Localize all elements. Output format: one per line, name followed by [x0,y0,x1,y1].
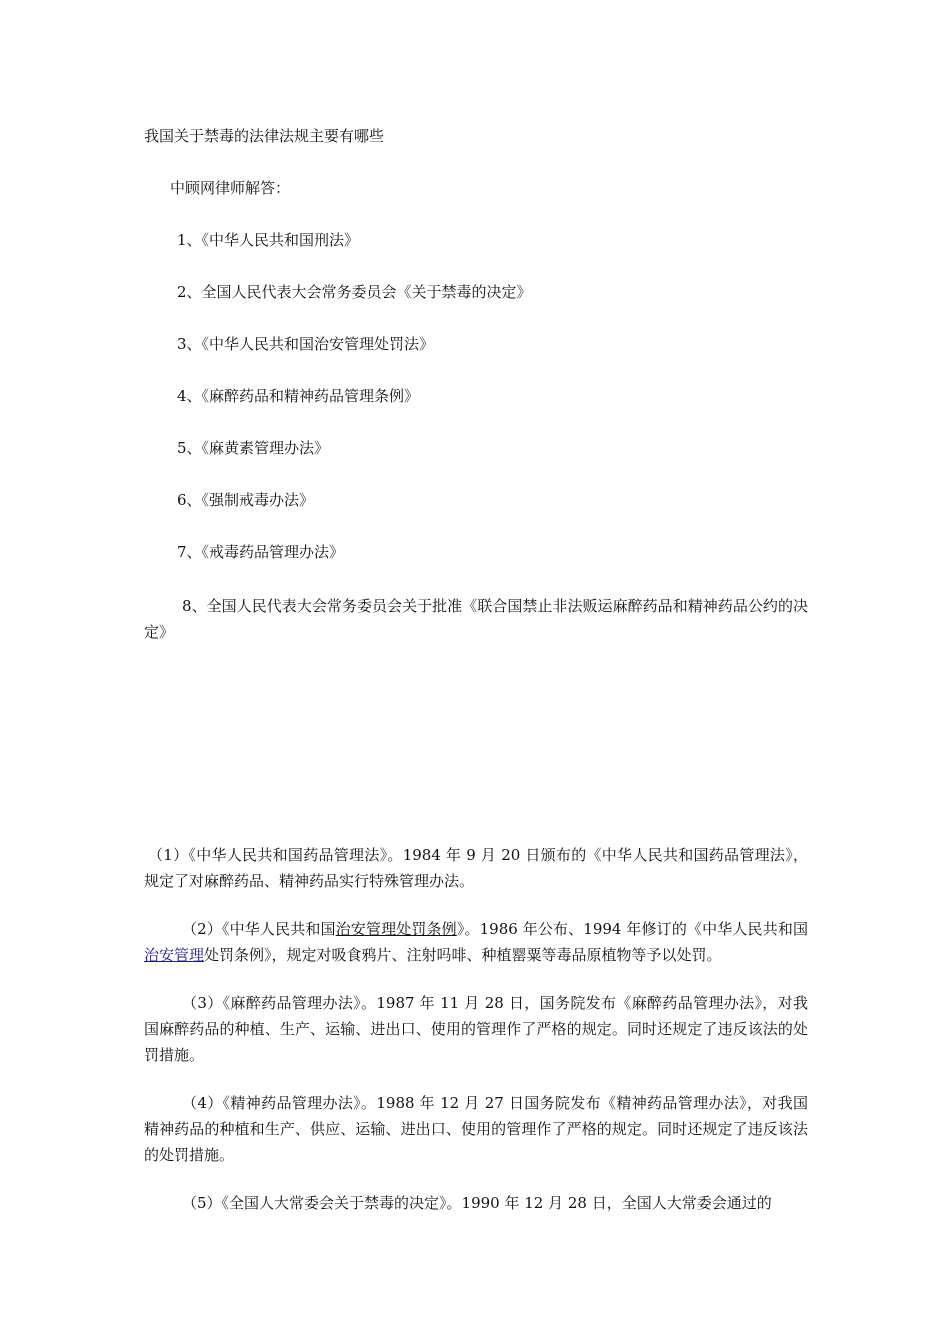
document-title: 我国关于禁毒的法律法规主要有哪些 [144,127,385,145]
list-item: 5、《麻黄素管理办法》 [177,439,330,457]
list-item: 1、《中华人民共和国刑法》 [177,231,360,249]
link-public-security-regulations[interactable]: 治安管理处罚条例 [335,920,457,938]
paragraph-4: （4）《精神药品管理办法》。1988 年 12 月 27 日国务院发布《精神药品管理办法》，对我国精神药品的种植和生产、供应、运输、进出口、使用的管理作了严格的规定。同时还规定了违反该法的处罚措施。 [144,1094,808,1164]
paragraph-2-text: 处罚条例》，规定对吸食鸦片、注射吗啡、种植罂粟等毒品原植物等予以处罚。 [204,946,722,964]
paragraph-2-text: （2）《中华人民共和国 [182,920,336,938]
paragraph-2 [144,916,808,968]
paragraph-5: （5）《全国人大常委会关于禁毒的决定》。1990 年 12 月 28 日，全国人大常委会通过的 [182,1194,772,1212]
link-public-security-management[interactable]: 治安管理 [144,946,205,964]
paragraph-3: （3）《麻醉药品管理办法》。1987 年 11 月 28 日，国务院发布《麻醉药品管理办法》，对我国麻醉药品的种植、生产、运输、进出口、使用的管理作了严格的规定。同时还规定了违反该法的处罚措施。 [144,994,808,1064]
list-item: 8、全国人民代表大会常务委员会关于批准《联合国禁止非法贩运麻醉药品和精神药品公约的决定》 [144,597,808,641]
list-item: 2、全国人民代表大会常务委员会《关于禁毒的决定》 [177,283,532,301]
list-item: 6、《强制戒毒办法》 [177,491,315,509]
paragraph-2-text: 》。1986 年公布、1994 年修订的《中华人民共和国 [456,920,808,938]
paragraph-1: （1）《中华人民共和国药品管理法》。1984 年 9 月 20 日颁布的《中华人民共和国药品管理法》，规定了对麻醉药品、精神药品实行特殊管理办法。 [144,846,808,890]
list-item: 7、《戒毒药品管理办法》 [177,543,345,561]
list-item: 4、《麻醉药品和精神药品管理条例》 [177,387,420,405]
intro-text: 中顾网律师解答： [170,179,291,197]
list-item: 3、《中华人民共和国治安管理处罚法》 [177,335,435,353]
